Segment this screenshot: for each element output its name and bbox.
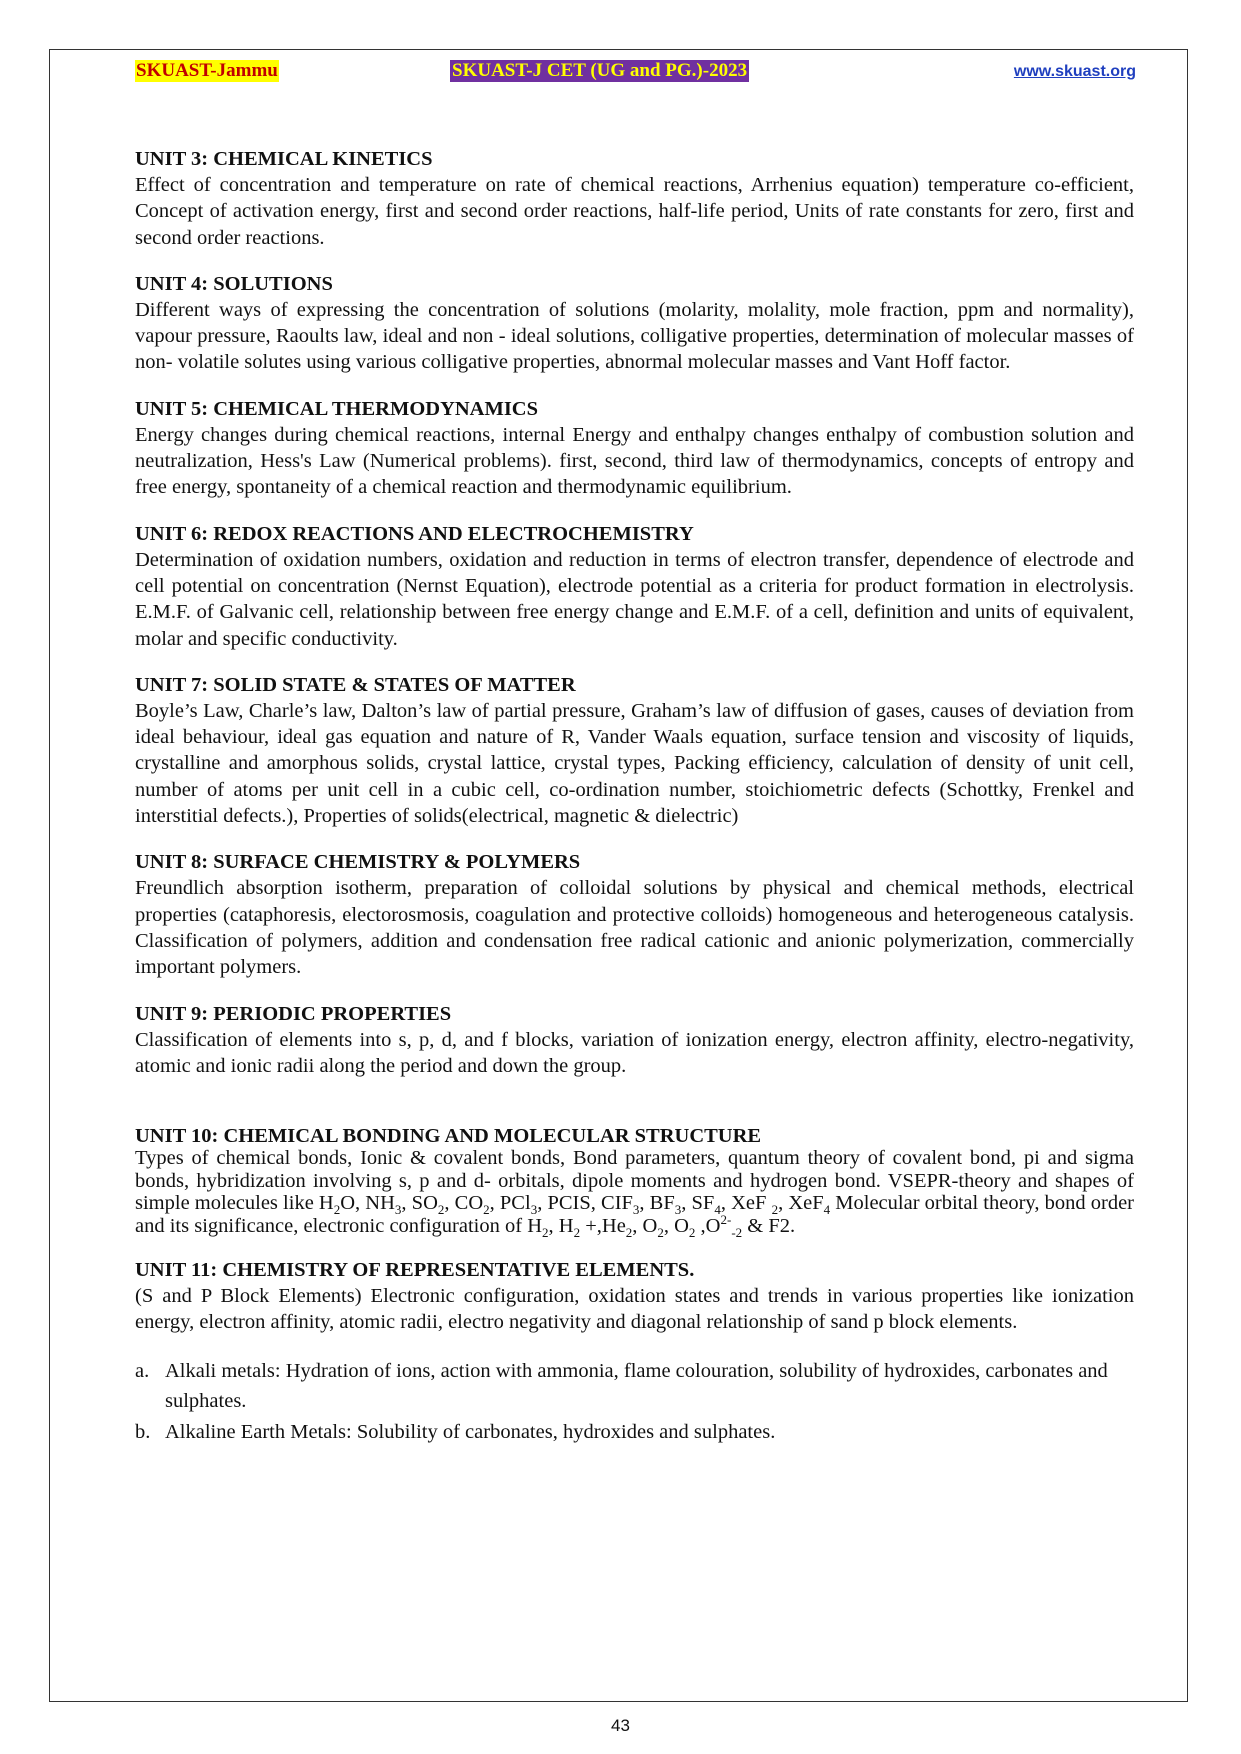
unit-title: UNIT 6: REDOX REACTIONS AND ELECTROCHEMISTRY [135,522,694,545]
element-group-list [135,1356,1134,1448]
unit-text: Determination of oxidation numbers, oxidation and reduction in terms of electron transfer, dependence of electrode and cell potential on concentration (Nernst Equation), electrode potential as a criteria for product formation in electrolysis. E.M.F. of Galvanic cell, relationship between free energy change and E.M.F. of a cell, definition and units of equivalent, molar and specific conductivity. [135,548,1134,650]
unit-11 [135,1257,1134,1447]
unit-text: (S and P Block Elements) Electronic configuration, oxidation states and trends in various properties like ionization energy, electron affinity, atomic radii, electro negativity and diagonal relationship of sand p block elements. [135,1285,1134,1334]
list-item [135,1417,1134,1448]
unit-title: UNIT 10: CHEMICAL BONDING AND MOLECULAR STRUCTURE [135,1125,762,1148]
unit-10 [135,1125,1134,1240]
unit-title: UNIT 9: PERIODIC PROPERTIES [135,1002,452,1025]
unit-text: Types of chemical bonds, Ionic & covalent bonds, Bond parameters, quantum theory of covalent bond, pi and sigma bonds, hybridization involving s, p and d- orbitals, dipole moments and hydrogen bond. VSEPR-theory and shapes of simple molecules like $H_2O$, $NH_3$, $SO_2$, $CO_2$, PCl$_3$, PCIS, $CIF_3$, $BF_3$, $SF_4$, XeF $_2$, XeF$_4$ Molecular orbital theory, bond order and its significance, electronic configuration of $H_2$, $H_2 +,He_2$, $O_2$, $O_2$ $,O^{2-}_{-2}$ & F2. [135,1147,1134,1240]
unit-title: UNIT 4: SOLUTIONS [135,272,333,295]
unit-text: Different ways of expressing the concentration of solutions (molarity, molality, mole fraction, ppm and normality), vapour pressure, Raoults law, ideal and non - ideal solutions, colligative properties, determination of molecular masses of non- volatile solutes using various colligative properties, abnormal molecular masses and Vant Hoff factor. [135,298,1134,374]
list-marker: b. [135,1420,151,1443]
unit-title: UNIT 11: CHEMISTRY OF REPRESENTATIVE ELEMENTS. [135,1259,695,1282]
unit-title: UNIT 8: SURFACE CHEMISTRY & POLYMERS [135,851,581,874]
unit-text: Classification of elements into s, p, d, and f blocks, variation of ionization energy, electron affinity, electro-negativity, atomic and ionic radii along the period and down the group. [135,1028,1134,1077]
list-item-text: Alkali metals: Hydration of ions, action with ammonia, flame colouration, solubility of hydroxides, carbonates and sulphates. [165,1359,1108,1413]
unit-3 [135,146,1134,251]
unit-9 [135,1001,1134,1080]
unit-4 [135,271,1134,376]
unit-title: UNIT 7: SOLID STATE & STATES OF MATTER [135,673,576,696]
page-header [135,58,1135,88]
header-exam-title: SKUAST-J CET (UG and PG.)-2023 [452,60,748,81]
unit-5 [135,396,1134,501]
list-item [135,1356,1134,1417]
header-institution: SKUAST-Jammu [136,60,278,81]
list-marker: a. [135,1359,150,1382]
header-website-link[interactable]: www.skuast.org [1013,63,1136,80]
page-number: 43 [611,1716,630,1735]
unit-8 [135,849,1134,980]
list-item-text: Alkaline Earth Metals: Solubility of carbonates, hydroxides and sulphates. [165,1420,776,1443]
unit-title: UNIT 5: CHEMICAL THERMODYNAMICS [135,397,539,420]
unit-7 [135,672,1134,829]
unit-6 [135,521,1134,652]
unit-text: Energy changes during chemical reactions, internal Energy and enthalpy changes enthalpy of combustion solution and neutralization, Hess's Law (Numerical problems). first, second, third law of thermodynamics, concepts of entropy and free energy, spontaneity of a chemical reaction and thermodynamic equilibrium. [135,423,1134,499]
unit-text: Effect of concentration and temperature on rate of chemical reactions, Arrhenius equation) temperature co-efficient, Concept of activation energy, first and second order reactions, half-life period, Units of rate constants for zero, first and second order reactions. [135,174,1134,249]
unit-text: Freundlich absorption isotherm, preparation of colloidal solutions by physical and chemical methods, electrical properties (cataphoresis, electorosmosis, coagulation and protective colloids) homogeneous and heterogeneous catalysis. Classification of polymers, addition and condensation free radical cationic and anionic polymerization, commercially important polymers. [135,877,1134,979]
unit-title: UNIT 3: CHEMICAL KINETICS [135,148,433,170]
unit-text: Boyle’s Law, Charle’s law, Dalton’s law of partial pressure, Graham’s law of diffusion of gases, causes of deviation from ideal behaviour, ideal gas equation and nature of R, Vander Waals equation, surface tension and viscosity of liquids, crystalline and amorphous solids, crystal lattice, crystal types, Packing efficiency, calculation of density of unit cell, number of atoms per unit cell in a cubic cell, co-ordination number, stoichiometric defects (Schottky, Frenkel and interstitial defects.), Properties of solids(electrical, magnetic & dielectric) [135,699,1134,828]
document-body [135,146,1134,1447]
